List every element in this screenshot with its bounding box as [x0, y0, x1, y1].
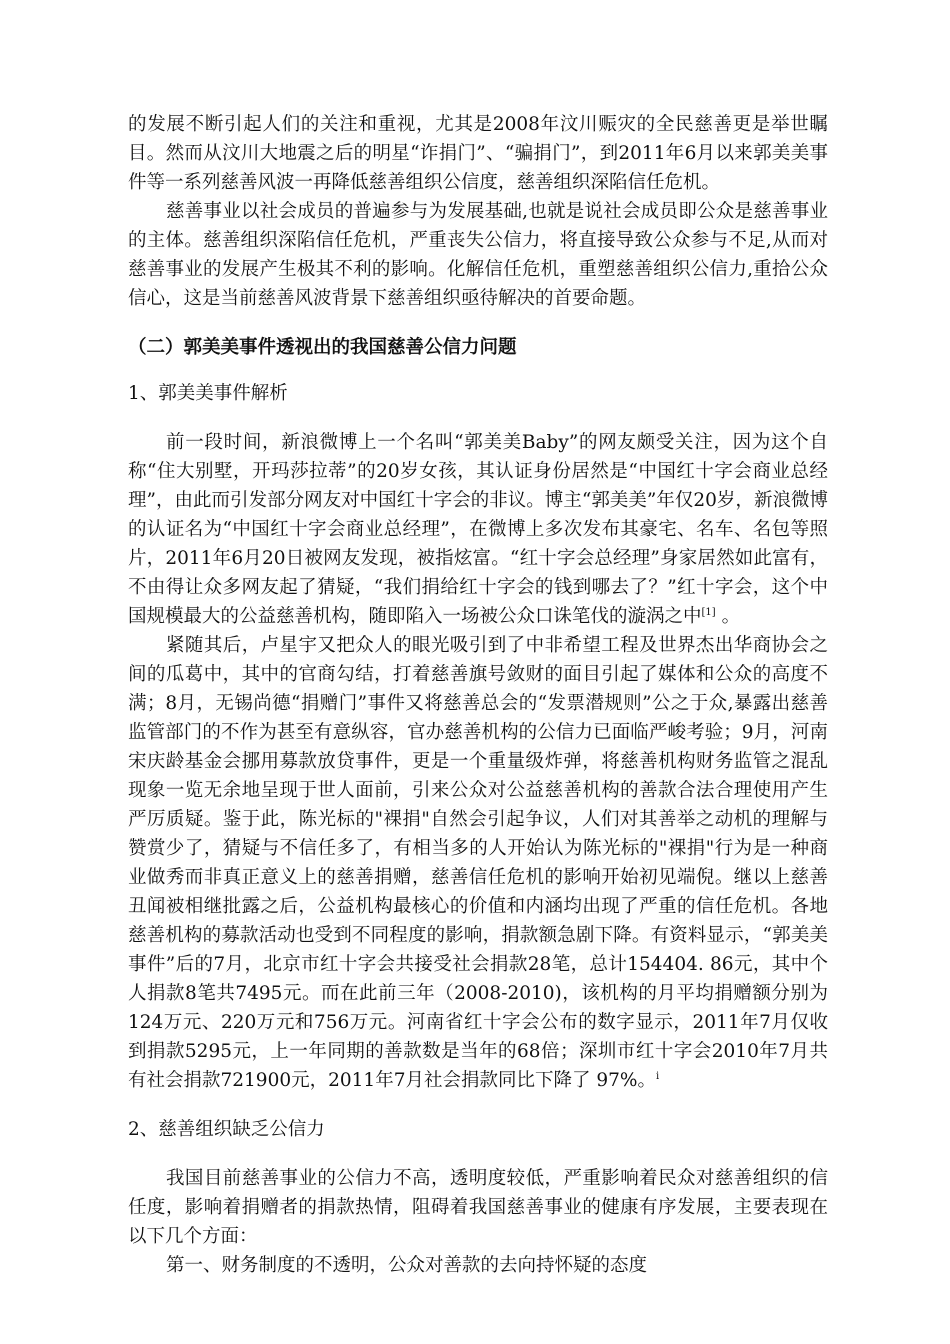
- section-heading: （二）郭美美事件透视出的我国慈善公信力问题: [128, 337, 517, 358]
- paragraph-2: 慈善事业以社会成员的普遍参与为发展基础,也就是说社会成员即公众是慈善事业的主体。慈善组织深陷信任危机，严重丧失公信力，将直接导致公众参与不足,从而对慈善事业的发展产生极其不利的影响。化解信任危机，重塑慈善组织公信力,重拾公众信心，这是当前慈善风波背景下慈善组织亟待解决的首要命题。: [128, 201, 828, 309]
- paragraph-1: 的发展不断引起人们的关注和重视，尤其是2008年汶川赈灾的全民慈善更是举世瞩目。然而从汶川大地震之后的明星“诈捐门”、“骗捐门”，到2011年6月以来郭美美事件等一系列慈善风波一再降低慈善组织公信度，慈善组织深陷信任危机。: [128, 114, 828, 193]
- document-page: [128, 110, 828, 1280]
- endnote-ref-i: i: [655, 1070, 660, 1082]
- paragraph-3-text: 前一段时间，新浪微博上一个名叫“郭美美Baby”的网友颇受关注，因为这个自称“住大别墅，开玛莎拉蒂”的20岁女孩，其认证身份居然是“中国红十字会商业总经理”，由此而引发部分网友对中国红十字会的非议。博主“郭美美”年仅20岁，新浪微博的认证名为“中国红十字会商业总经理”，在微博上多次发布其豪宅、名车、名包等照片，2011年6月20日被网友发现，被指炫富。“红十字会总经理”身家居然如此富有，不由得让众多网友起了猜疑，“我们捐给红十字会的钱到哪去了？”红十字会，这个中国规模最大的公益慈善机构，随即陷入一场被公众口诛笔伐的漩涡之中: [128, 432, 828, 627]
- paragraph-5: 我国目前慈善事业的公信力不高，透明度较低，严重影响着民众对慈善组织的信任度，影响着捐赠者的捐款热情，阻碍着我国慈善事业的健康有序发展，主要表现在以下几个方面：: [128, 1168, 828, 1247]
- paragraph-6: 第一、财务制度的不透明，公众对善款的去向持怀疑的态度: [166, 1255, 648, 1276]
- paragraph-4-text: 紧随其后，卢星宇又把众人的眼光吸引到了中非希望工程及世界杰出华商协会之间的瓜葛中，其中的官商勾结，打着慈善旗号敛财的面目引起了媒体和公众的高度不满；8月，无锡尚德“捐赠门”事件又将慈善总会的“发票潜规则”公之于众,暴露出慈善监管部门的不作为甚至有意纵容，官办慈善机构的公信力已面临严峻考验；9月，河南宋庆龄基金会挪用募款放贷事件，更是一个重量级炸弹，将慈善机构财务监管之混乱现象一览无余地呈现于世人面前，引来公众对公益慈善机构的善款合法合理使用产生严厉质疑。鉴于此，陈光标的"裸捐"自然会引起争议，人们对其善举之动机的理解与赞赏少了，猜疑与不信任多了，有相当多的人开始认为陈光标的"裸捐"行为是一种商业做秀而非真正意义上的慈善捐赠，慈善信任危机的影响开始初见端倪。继以上慈善丑闻被相继批露之后，公益机构最核心的价值和内涵均出现了严重的信任危机。各地慈善机构的募款活动也受到不同程度的影响，捐款额急剧下降。有资料显示，“郭美美事件”后的7月，北京市红十字会共接受社会捐款28笔，总计154404. 86元，其中个人捐款8笔共7495元。而在此前三年（2008-2010)，该机构的月平均捐赠额分别为124万元、220万元和756万元。河南省红十字会公布的数字显示，2011年7月仅收到捐款5295元，上一年同期的善款数是当年的68倍；深圳市红十字会2010年7月共有社会捐款721900元，2011年7月社会捐款同比下降了 97%。: [128, 635, 828, 1091]
- footnote-ref-1: [1]: [701, 606, 716, 618]
- paragraph-3: [128, 428, 828, 631]
- subsection-1-heading: 1、郭美美事件解析: [128, 383, 288, 404]
- paragraph-4: [128, 631, 828, 1095]
- paragraph-3-end: 。: [715, 606, 741, 627]
- subsection-2-heading: 2、慈善组织缺乏公信力: [128, 1119, 325, 1140]
